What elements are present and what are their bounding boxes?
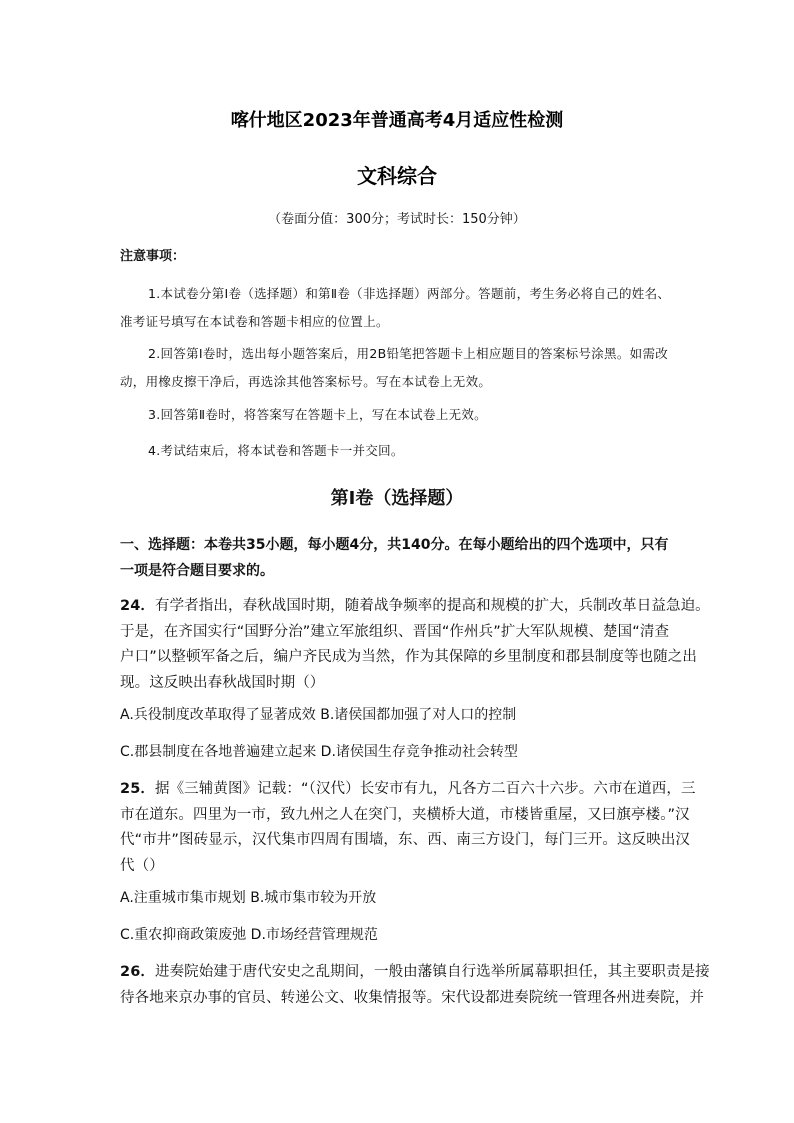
question-line: 户口”以整顿军备之后，编户齐民成为当然，作为其保障的乡里制度和郡县制度等也随之出 <box>120 649 698 665</box>
exam-info: （卷面分值：300分；考试时长：150分钟） <box>268 212 526 227</box>
question-line: 市在道东。四里为一市，致九州之人在突门，夹横桥大道，市楼皆重屋，又曰旗亭楼。”汉 <box>120 806 690 823</box>
question-24-options-cd: C.郡县制度在各地普遍建立起来 D.诸侯国生存竞争推动社会转型 <box>120 744 518 760</box>
exam-subject: 文科综合 <box>357 164 437 188</box>
question-line <box>120 594 710 620</box>
note-item-4: 4.考试结束后，将本试卷和答题卡一并交回。 <box>148 443 404 458</box>
question-26 <box>120 960 710 1011</box>
question-line: 待各地来京办事的官员、转递公文、收集情报等。宋代设都进奏院统一管理各州进奏院，并 <box>120 989 704 1006</box>
question-number: 24． <box>120 598 155 614</box>
question-line: 代“市井”图砖显示，汉代集市四周有围墙，东、西、南三方设门，每门三开。这反映出汉 <box>120 832 691 848</box>
notes-heading: 注意事项： <box>120 249 186 264</box>
question-text: 进奏院始建于唐代安史之乱期间，一般由藩镇自行选举所属幕职担任，其主要职责是接 <box>154 964 710 980</box>
question-24 <box>120 594 710 696</box>
question-text: 有学者指出，春秋战国时期，随着战争频率的提高和规模的扩大，兵制改革日益急迫。 <box>154 598 710 614</box>
note-item-3: 3.回答第Ⅱ卷时，将答案写在答题卡上，写在本试卷上无效。 <box>148 407 487 422</box>
exam-title: 喀什地区2023年普通高考4月适应性检测 <box>230 110 564 131</box>
section-instructions: 一、选择题：本卷共35小题，每小题4分，共140分。在每小题给出的四个选项中，只有一项是符合题目要求的。 <box>120 537 669 579</box>
question-text: 据《三辅黄图》记载：“（汉代）长安市有九，凡各方二百六十六步。六市在道西，三 <box>154 781 696 797</box>
note-item-1: 1.本试卷分第Ⅰ卷（选择题）和第Ⅱ卷（非选择题）两部分。答题前，考生务必将自己的姓名、准考证号填写在本试卷和答题卡相应的位置上。 <box>120 286 671 329</box>
question-line: 代（） <box>120 857 164 874</box>
question-line <box>120 777 696 803</box>
question-line <box>120 960 710 986</box>
question-25 <box>120 777 696 879</box>
note-item-2: 2.回答第Ⅰ卷时，选出每小题答案后，用2B铅笔把答题卡上相应题目的答案标号涂黑。如需改动，用橡皮擦干净后，再选涂其他答案标号。写在本试卷上无效。 <box>120 346 669 389</box>
section-title: 第Ⅰ卷（选择题） <box>330 488 464 509</box>
question-line: 现。这反映出春秋战国时期（） <box>120 674 325 691</box>
question-25-options-cd: C.重农抑商政策废弛 D.市场经营管理规范 <box>120 927 378 943</box>
question-number: 26． <box>120 964 155 980</box>
question-line: 于是，在齐国实行“国野分治”建立军旅组织、晋国“作州兵”扩大军队规模、楚国“清查 <box>120 623 670 640</box>
question-number: 25． <box>120 781 155 797</box>
question-25-options-ab: A.注重城市集市规划 B.城市集市较为开放 <box>120 890 377 906</box>
question-24-options-ab: A.兵役制度改革取得了显著成效 B.诸侯国都加强了对人口的控制 <box>120 707 517 723</box>
